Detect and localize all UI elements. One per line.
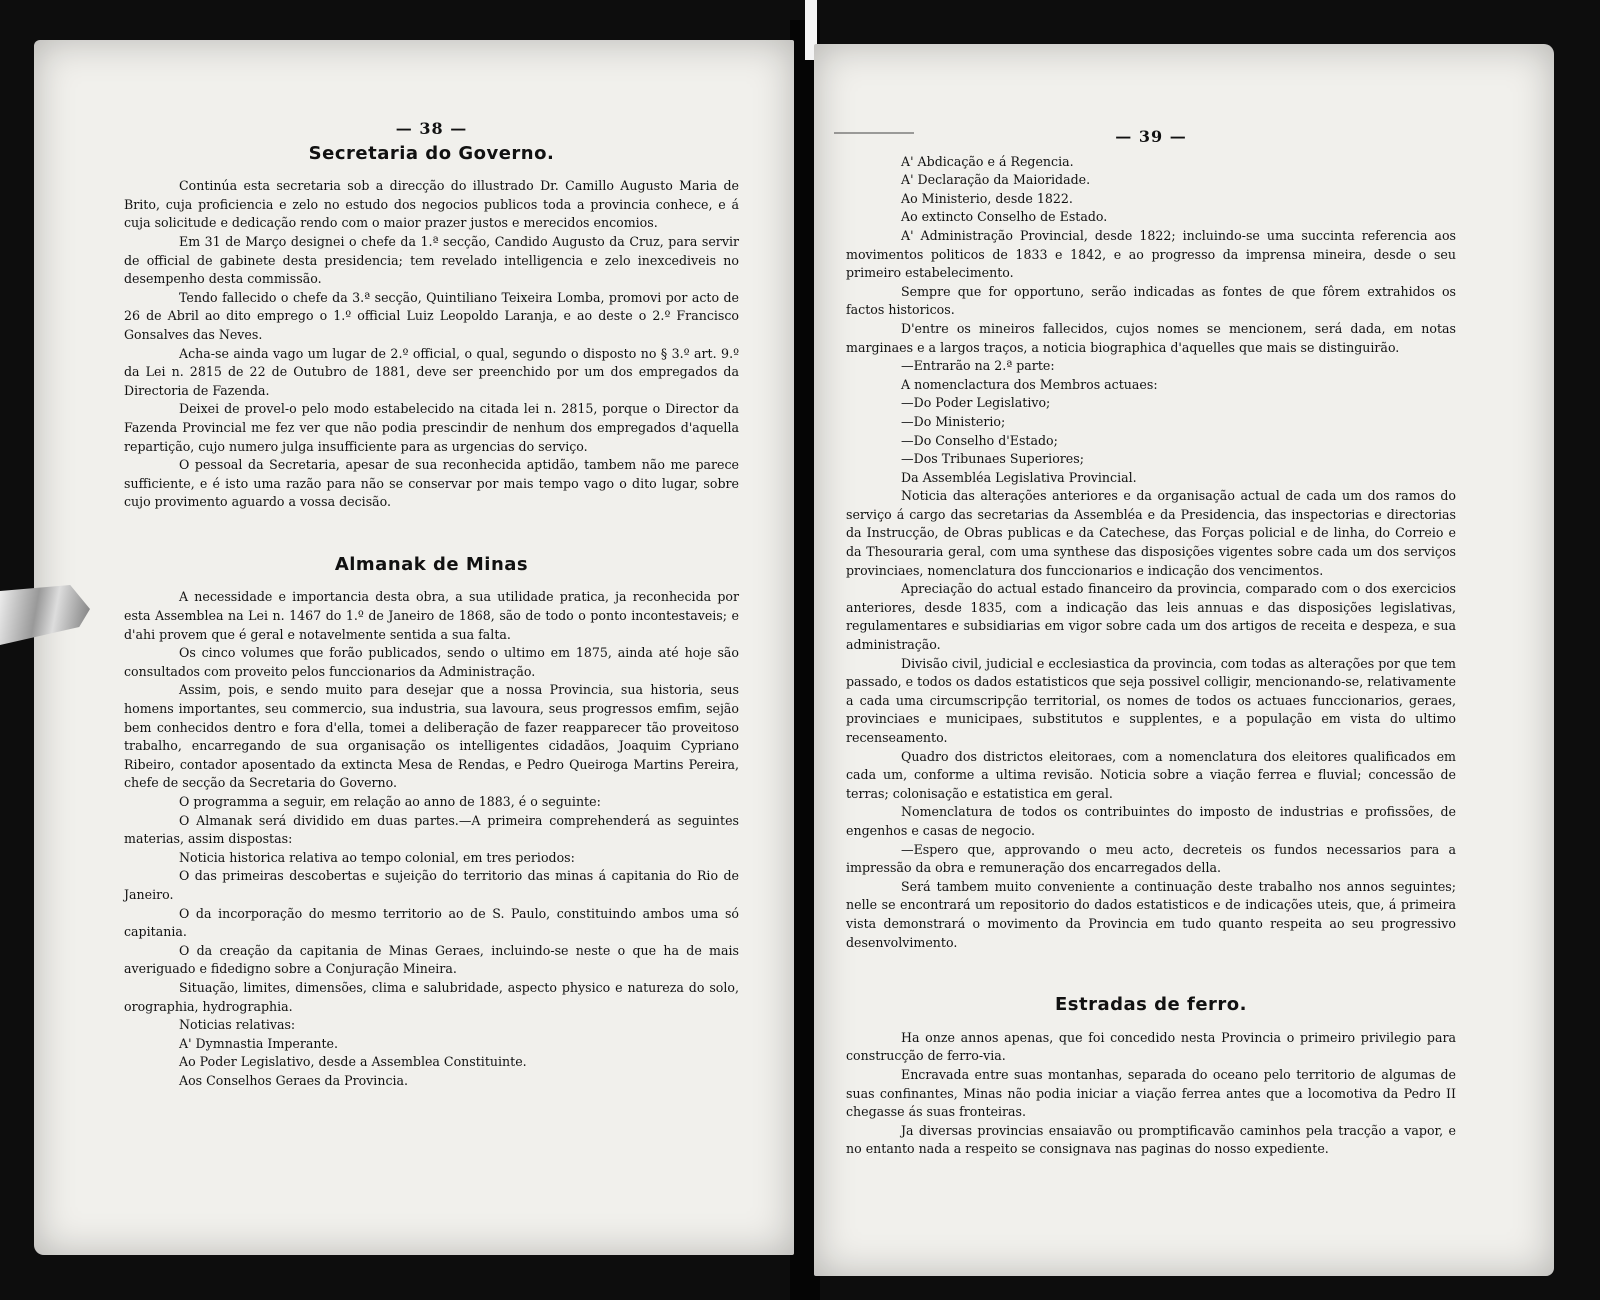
paragraph: Tendo fallecido o chefe da 3.ª secção, Quintiliano Teixeira Lomba, promovi por acto de 26 de Abril ao dito emprego o 1.º official Luiz Leopoldo Laranja, e ao deste o 2.º Francisco Gonsalves das Neves. xyxy=(124,289,739,342)
paragraph: Sempre que for opportuno, serão indicadas as fontes de que fôrem extrahidos os factos historicos. xyxy=(846,283,1456,318)
paragraph: Quadro dos districtos eleitoraes, com a nomenclatura dos eleitores qualificados em cada um, conforme a ultima revisão. Noticia sobre a viação ferrea e fluvial; concessão de terras; colonisação e estatistica em geral. xyxy=(846,748,1456,801)
list-line: A' Declaração da Maioridade. xyxy=(901,172,1091,188)
paragraph: —Espero que, approvando o meu acto, decreteis os fundos necessarios para a impressão da obra e remuneração dos encarregados della. xyxy=(846,841,1456,876)
section-title-estradas: Estradas de ferro. xyxy=(1054,994,1247,1016)
paragraph: Apreciação do actual estado financeiro da provincia, comparado com o dos exercicios anteriores, desde 1835, com a indicação das leis annuas e das disposições legislativas, regulamentares e subsidiarias em vigor sobre cada um dos artigos de receita e despeza, e sua administração. xyxy=(846,581,1456,653)
paragraph: A necessidade e importancia desta obra, a sua utilidade pratica, ja reconhecida por esta Assemblea na Lei n. 1467 do 1.º de Janeiro de 1868, são de todo o ponto incontestaveis; e d'ahi provem que é geral e notavelmente sentida a sua falta. xyxy=(124,589,739,642)
list-line: —Entrarão na 2.ª parte: xyxy=(901,358,1055,374)
paragraph: Em 31 de Março designei o chefe da 1.ª secção, Candido Augusto da Cruz, para servir de official de gabinete desta presidencia; tem revelado intelligencia e zelo inexcediveis no desempenho desta commissão. xyxy=(124,233,739,287)
section-title-almanak: Almanak de Minas xyxy=(334,553,529,575)
paragraph: Deixei de provel-o pelo modo estabelecido na citada lei n. 2815, porque o Director da Fazenda Provincial me fez ver que não podia prescindir de nenhum dos empregados d'aquella repartição, cujo numero julga insufficiente para as urgencias do serviço. xyxy=(124,401,739,454)
paragraph: Noticia historica relativa ao tempo colonial, em tres periodos: xyxy=(179,849,575,865)
list-line: Ao extincto Conselho de Estado. xyxy=(901,209,1108,225)
list-line: —Dos Tribunaes Superiores; xyxy=(901,451,1084,467)
list-line: A' Dymnastia Imperante. xyxy=(179,1035,338,1051)
paragraph: Acha-se ainda vago um lugar de 2.º official, o qual, segundo o disposto no § 3.º art. 9.º da Lei n. 2815 de 22 de Outubro de 1881, deve ser preenchido por um dos empregados da Directoria de Fazenda. xyxy=(124,345,739,398)
paragraph: O Almanak será dividido em duas partes.—A primeira comprehenderá as seguintes materias, assim dispostas: xyxy=(124,812,739,847)
paragraph: O pessoal da Secretaria, apesar de sua reconhecida aptidão, tambem não me parece sufficiente, e é isto uma razão para não se conservar por mais tempo vago o dito lugar, sobre cujo provimento aguardo a vossa decisão. xyxy=(124,457,739,510)
list-line: —Do Ministerio; xyxy=(901,413,1006,429)
paragraph: O da creação da capitania de Minas Geraes, incluindo-se neste o que ha de mais averiguado e fidedigno sobre a Conjuração Mineira. xyxy=(124,942,739,977)
list-line: —Do Conselho d'Estado; xyxy=(901,432,1058,448)
list-line: Noticias relativas: xyxy=(179,1017,296,1033)
list-line: A nomenclactura dos Membros actuaes: xyxy=(901,376,1158,392)
paragraph: Ja diversas provincias ensaiavão ou promptificavão caminhos pela tracção a vapor, e no entanto nada a respeito se consignava nas paginas do nosso expediente. xyxy=(846,1122,1456,1157)
paragraph: Será tambem muito conveniente a continuação deste trabalho nos annos seguintes; nelle se encontrará um repositorio do dados estatisticos e de indicações uteis, que, á primeira vista demonstrará o movimento da Provincia em tudo quanto respeita ao seu progressivo desenvolvimento. xyxy=(846,878,1456,950)
paragraph: Os cinco volumes que forão publicados, sendo o ultimo em 1875, ainda até hoje são consultados com proveito pelos funccionarios da Administração. xyxy=(124,645,739,679)
paragraph: O das primeiras descobertas e sujeição do territorio das minas á capitania do Rio de Janeiro. xyxy=(124,868,739,902)
paragraph: O programma a seguir, em relação ao anno de 1883, é o seguinte: xyxy=(179,794,601,809)
paragraph: Nomenclatura de todos os contribuintes do imposto de industrias e profissões, de engenhos e casas de negocio. xyxy=(846,804,1456,838)
list-line: —Do Poder Legislativo; xyxy=(901,395,1051,411)
section-title-secretaria: Secretaria do Governo. xyxy=(308,142,555,164)
paragraph: A' Administração Provincial, desde 1822; incluindo-se uma succinta referencia aos movimentos politicos de 1833 e 1842, e ao progresso da imprensa mineira, desde o seu primeiro estabelecimento. xyxy=(846,227,1456,281)
paragraph: D'entre os mineiros fallecidos, cujos nomes se mencionem, será dada, em notas marginaes e a largos traços, a noticia biographica d'aquelles que mais se distinguirão. xyxy=(846,320,1456,355)
paragraph: O da incorporação do mesmo territorio ao de S. Paulo, constituindo ambos uma só capitania. xyxy=(124,905,739,940)
page-number-right: — 39 — xyxy=(1115,127,1187,146)
list-line: A' Abdicação e á Regencia. xyxy=(901,153,1074,169)
list-line: Aos Conselhos Geraes da Provincia. xyxy=(179,1072,409,1088)
paragraph: Continúa esta secretaria sob a direcção do illustrado Dr. Camillo Augusto Maria de Brito, cuja proficiencia e zelo no estudo dos negocios publicos toda a provincia conhece, e á cuja solicitude e dedicação rendo com o maior prazer justos e merecidos encomios. xyxy=(124,178,739,231)
page-number-left: — 38 — xyxy=(395,119,468,138)
list-line: Da Assembléa Legislativa Provincial. xyxy=(901,469,1137,485)
paragraph: Divisão civil, judicial e ecclesiastica da provincia, com todas as alterações por que tem passado, e todos os dados estatisticos que seja possivel colligir, mencionando-se, relativamente a cada uma circumscripção territorial, os nomes de todos os actuaes funccionarios, geraes, provinciaes e municipaes, substitutos e supplentes, e a população em vista do ultimo recenseamento. xyxy=(846,655,1456,745)
paragraph: Assim, pois, e sendo muito para desejar que a nossa Provincia, sua historia, seus homens importantes, seu commercio, sua industria, sua lavoura, seus progressos emfim, sejão bem conhecidos dentro e fora d'ella, tomei a deliberação de fazer reapparecer tão proveitoso trabalho, encarregando de sua organisação os intelligentes cidadãos, Joaquim Cypriano Ribeiro, contador aposentado da extincta Mesa de Rendas, e Pedro Queiroga Martins Pereira, chefe de secção da Secretaria do Governo. xyxy=(124,682,739,791)
left-page xyxy=(34,40,794,1255)
left-page-content xyxy=(124,120,739,1091)
paragraph: Ha onze annos apenas, que foi concedido nesta Provincia o primeiro privilegio para construcção de ferro-via. xyxy=(846,1029,1456,1064)
paragraph: Noticia das alterações anteriores e da organisação actual de cada um dos ramos do serviço á cargo das secretarias da Assembléa e da Presidencia, das inspectorias e directorias da Instrucção, de Obras publicas e da Catechese, das Forças policial e de linha, do Correio e da Thesouraria geral, com uma synthese das disposições vigentes sobre cada um dos serviços provinciaes, nomenclatura dos funccionarios e indicação dos vencimentos. xyxy=(846,488,1456,578)
right-page-content xyxy=(846,128,1456,1159)
list-line: Ao Ministerio, desde 1822. xyxy=(901,190,1073,206)
paragraph: Encravada entre suas montanhas, separada do oceano pelo territorio de algumas de suas confinantes, Minas não podia iniciar a viação ferrea antes que a locomotiva da Pedro II chegasse ás suas fronteiras. xyxy=(846,1066,1456,1120)
list-line: Ao Poder Legislativo, desde a Assemblea Constituinte. xyxy=(179,1054,527,1070)
right-page xyxy=(814,44,1554,1276)
paragraph: Situação, limites, dimensões, clima e salubridade, aspecto physico e natureza do solo, orographia, hydrographia. xyxy=(124,979,739,1014)
